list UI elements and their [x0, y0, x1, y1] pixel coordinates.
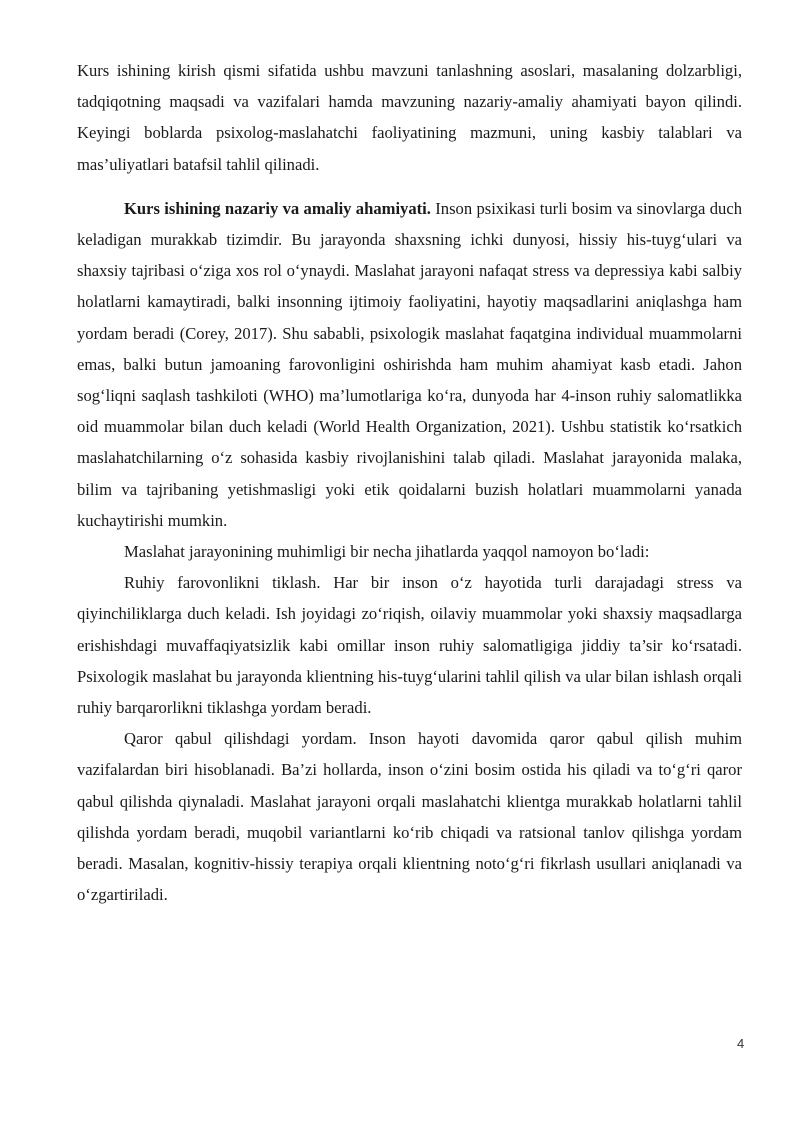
- page-number: 4: [737, 1036, 745, 1051]
- paragraph-text: Kurs ishining kirish qismi sifatida ushbu mavzuni tanlashning asoslari, masalaning dolzarbligi, tadqiqotning maqsadi va vazifalari hamda mavzuning nazariy-amaliy ahamiyati bayon qilindi. Keyingi boblarda psixolog-maslahatchi faoliyatining mazmuni, uning kasbiy talablari va mas’uliyatlari batafsil tahlil qilinadi.: [77, 61, 742, 174]
- section-lead-heading: Kurs ishining nazariy va amaliy ahamiyati.: [124, 198, 431, 218]
- paragraph-text: Inson psixikasi turli bosim va sinovlarga duch keladigan murakkab tizimdir. Bu jarayonda shaxsning ichki dunyosi, hissiy his-tuyg‘ulari va shaxsiy tajribasi o‘ziga xos rol o‘ynaydi. Maslahat jarayoni nafaqat stress va depressiya kabi salbiy holatlarni kamaytiradi, balki insonning ijtimoiy faoliyatini, hayotiy maqsadlarini aniqlashga ham yordam beradi (Corey, 2017). Shu sababli, psixologik maslahat faqatgina individual muammolarni emas, balki butun jamoaning farovonligini oshirishda ham muhim ahamiyat kasb etadi. Jahon sog‘liqni saqlash tashkiloti (WHO) ma’lumotlariga ko‘ra, dunyoda har 4-inson ruhiy salomatlikka oid muammolar bilan duch keladi (World Health Organization, 2021). Ushbu statistik ko‘rsatkich maslahatchilarning o‘z sohasida kasbiy rivojlanishini talab qiladi. Maslahat jarayonida malaka, bilim va tajribaning yetishmasligi yoki etik qoidalarni buzish holatlari muammolarni yanada kuchaytirishi mumkin.: [77, 198, 742, 530]
- paragraph-significance: [77, 193, 742, 536]
- paragraph-mental-wellbeing: [77, 567, 742, 723]
- paragraph-text: Qaror qabul qilishdagi yordam. Inson hayoti davomida qaror qabul qilish muhim vazifalardan biri hisoblanadi. Ba’zi hollarda, inson o‘zini bosim ostida his qiladi va to‘g‘ri qaror qabul qilishda qiynaladi. Maslahat jarayoni orqali maslahatchi klientga murakkab holatlarni tahlil qilishda yordam beradi, muqobil variantlarni ko‘rib chiqadi va ratsional tanlov qilishga yordam beradi. Masalan, kognitiv-hissiy terapiya orqali klientning noto‘g‘ri fikrlash usullari aniqlanadi va o‘zgartiriladi.: [77, 729, 742, 905]
- document-body: [77, 55, 742, 910]
- paragraph-text: Ruhiy farovonlikni tiklash. Har bir inson o‘z hayotida turli darajadagi stress va qiyinchiliklarga duch keladi. Ish joyidagi zo‘riqish, oilaviy muammolar yoki shaxsiy maqsadlarga erishishdagi muvaffaqiyatsizlik kabi omillar inson ruhiy salomatligiga jiddiy ta’sir ko‘rsatadi. Psixologik maslahat bu jarayonda klientning his-tuyg‘ularini tahlil qilish va ular bilan ishlash orqali ruhiy barqarorlikni tiklashga yordam beradi.: [77, 573, 742, 718]
- paragraph-intro-summary: [77, 55, 742, 180]
- paragraph-importance-intro: [77, 536, 742, 567]
- paragraph-text: Maslahat jarayonining muhimligi bir necha jihatlarda yaqqol namoyon bo‘ladi:: [124, 542, 650, 562]
- paragraph-decision-making: [77, 723, 742, 910]
